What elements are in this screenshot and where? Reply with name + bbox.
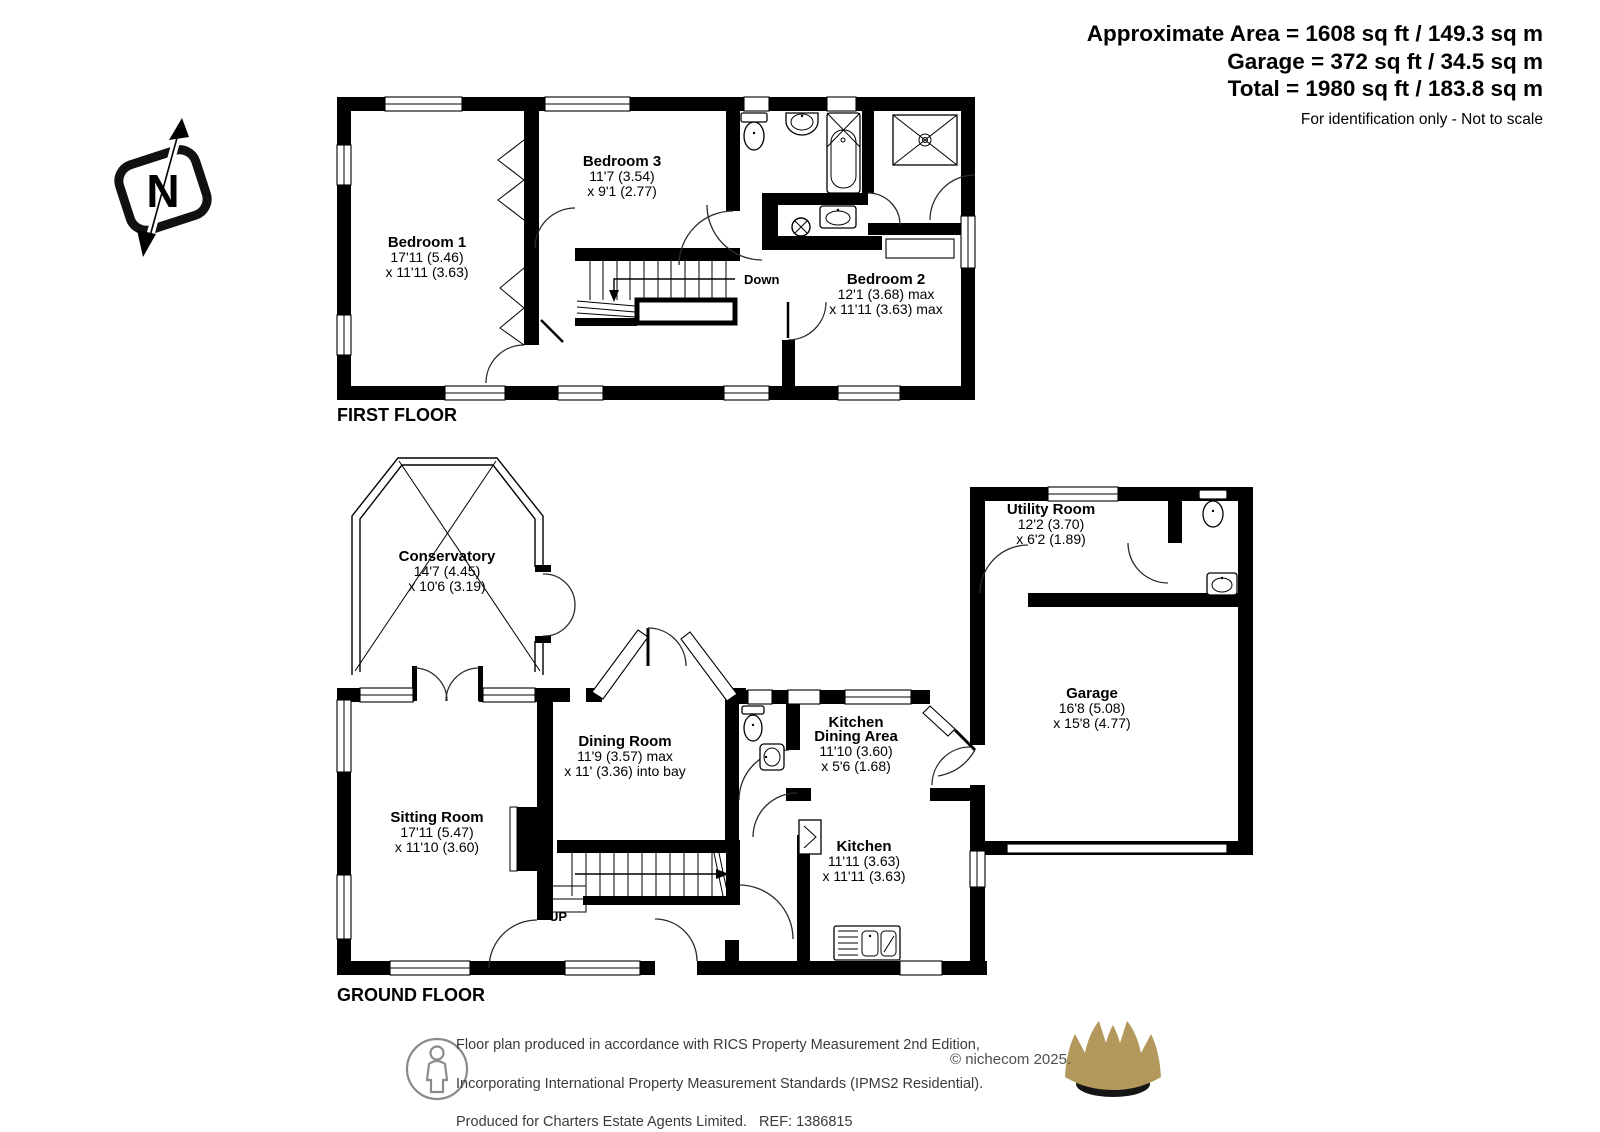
basin-icon bbox=[786, 113, 818, 135]
kitchen-dining-name1: Kitchen bbox=[828, 714, 884, 731]
bedroom1-dim1: 17'11 (5.46) bbox=[390, 249, 464, 265]
garage-dim1: 16'8 (5.08) bbox=[1058, 700, 1126, 716]
bathtub-icon bbox=[827, 113, 860, 193]
sitting-room-dim2: x 11'10 (3.60) bbox=[394, 839, 480, 855]
compass-n-label: N bbox=[146, 165, 180, 217]
toilet-icon bbox=[1199, 490, 1227, 527]
wardrobe-bifold-icon bbox=[498, 140, 524, 345]
kitchen-dim1: 11'11 (3.63) bbox=[827, 853, 901, 869]
conservatory-dim2: x 10'6 (3.19) bbox=[408, 578, 486, 594]
bedroom1-dim2: x 11'11 (3.63) bbox=[385, 264, 469, 280]
kitchen-name: Kitchen bbox=[836, 838, 892, 855]
garage-door bbox=[1007, 844, 1227, 853]
first-floor-plan bbox=[337, 97, 975, 425]
dining-room-dim2: x 11' (3.36) into bay bbox=[564, 763, 686, 779]
kitchen-dim2: x 11'11 (3.63) bbox=[822, 868, 906, 884]
sitting-room-name: Sitting Room bbox=[390, 809, 484, 826]
bedroom1-name: Bedroom 1 bbox=[387, 234, 467, 251]
first-floor-title: FIRST FLOOR bbox=[337, 405, 457, 425]
footer-line3: Produced for Charters Estate Agents Limited. REF: 1386815 bbox=[456, 1114, 853, 1131]
north-arrow-head bbox=[169, 118, 189, 140]
bedroom2-dim2: x 11'11 (3.63) max bbox=[829, 301, 943, 317]
ground-floor-plan bbox=[337, 458, 1253, 1005]
kitchen-dining-name2: Dining Area bbox=[814, 728, 898, 745]
bedroom3-dim2: x 9'1 (2.77) bbox=[587, 183, 657, 199]
conservatory-dim1: 14'7 (4.45) bbox=[413, 563, 481, 579]
chimney-breast bbox=[510, 807, 517, 871]
toilet-icon bbox=[741, 113, 767, 150]
bedroom2-dim1: 12'1 (3.68) max bbox=[837, 286, 935, 302]
ground-floor-title: GROUND FLOOR bbox=[337, 985, 485, 1005]
staircase-up bbox=[546, 853, 729, 924]
identification-note: For identification only - Not to scale bbox=[1300, 110, 1543, 128]
conservatory-name: Conservatory bbox=[398, 548, 496, 565]
garage-name: Garage bbox=[1066, 685, 1118, 702]
utility-dim1: 12'2 (3.70) bbox=[1017, 516, 1085, 532]
dining-bay-window bbox=[592, 628, 737, 701]
footer-line2: Incorporating International Property Measurement Standards (IPMS2 Residential). bbox=[456, 1075, 984, 1092]
basin-icon bbox=[760, 744, 784, 770]
kitchen-sink-icon bbox=[834, 926, 900, 960]
basin-icon bbox=[1207, 573, 1237, 595]
stairs-down-label: Down bbox=[744, 272, 780, 287]
garage-area-line: Garage = 372 sq ft / 34.5 sq m bbox=[1227, 48, 1543, 74]
dining-room-dim1: 11'9 (3.57) max bbox=[577, 748, 673, 764]
bedroom3-dim1: 11'7 (3.54) bbox=[589, 168, 655, 184]
toilet-icon bbox=[742, 706, 764, 741]
approximate-area-line: Approximate Area = 1608 sq ft / 149.3 sq m bbox=[1086, 21, 1543, 46]
kitchen-dining-dim1: 11'10 (3.60) bbox=[819, 743, 893, 759]
area-summary bbox=[1087, 20, 1543, 133]
oven-icon bbox=[799, 820, 821, 854]
kitchen-dining-dim2: x 5'6 (1.68) bbox=[821, 758, 891, 774]
utility-name: Utility Room bbox=[1006, 501, 1096, 518]
garage-dim2: x 15'8 (4.77) bbox=[1053, 715, 1131, 731]
basin-icon bbox=[820, 206, 856, 228]
total-area-line: Total = 1980 sq ft / 183.8 sq m bbox=[1227, 76, 1543, 101]
bedroom3-name: Bedroom 3 bbox=[582, 153, 662, 170]
footer-line1: Floor plan produced in accordance with RICS Property Measurement 2nd Edition, bbox=[456, 1037, 980, 1053]
staircase-down bbox=[577, 261, 779, 323]
shower-icon bbox=[893, 115, 957, 165]
south-arrow-head bbox=[137, 230, 156, 257]
footer-disclaimer bbox=[456, 1036, 983, 1132]
light-symbol-icon bbox=[792, 218, 810, 236]
copyright-text: © nichecom 2025. bbox=[950, 1051, 1072, 1068]
nichecom-crown-logo bbox=[1065, 1021, 1161, 1097]
stairs-up-label: UP bbox=[549, 909, 568, 924]
bedroom2-name: Bedroom 2 bbox=[846, 271, 926, 288]
utility-dim2: x 6'2 (1.89) bbox=[1016, 531, 1086, 547]
sitting-room-dim1: 17'11 (5.47) bbox=[400, 824, 474, 840]
north-compass bbox=[114, 118, 211, 257]
dining-room-name: Dining Room bbox=[578, 733, 672, 750]
